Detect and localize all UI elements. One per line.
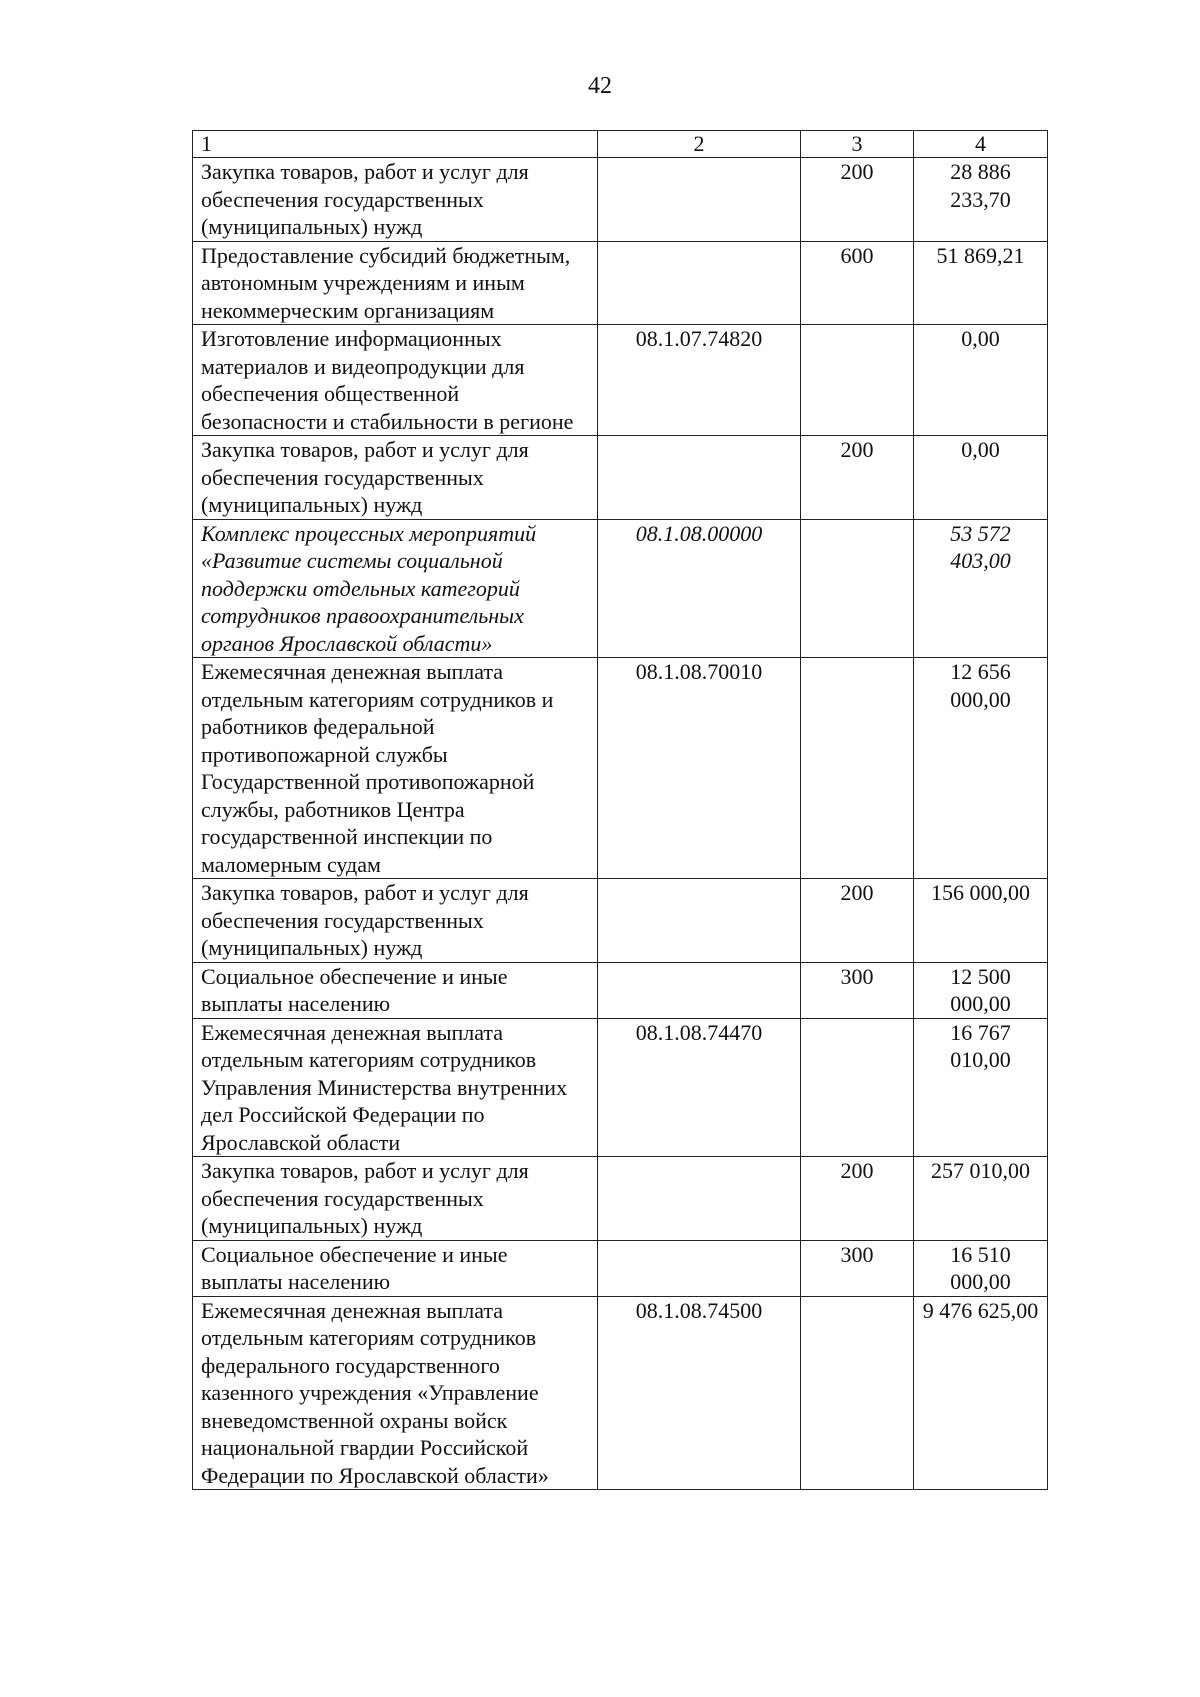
row-code-cell: 08.1.07.74820 xyxy=(598,325,801,436)
table-row xyxy=(193,325,1048,436)
row-amount-cell: 12 656 000,00 xyxy=(914,658,1048,879)
row-name-cell: Ежемесячная денежная выплата отдельным категориям сотрудников Управления Министерства внутренних дел Российской Федерации по Ярославской области xyxy=(193,1018,598,1157)
row-name-cell: Закупка товаров, работ и услуг для обеспечения государственных (муниципальных) нужд xyxy=(193,436,598,520)
row-amount-cell: 28 886 233,70 xyxy=(914,158,1048,242)
table-row xyxy=(193,519,1048,658)
row-code-cell xyxy=(598,436,801,520)
row-type-cell: 600 xyxy=(801,241,914,325)
table-row xyxy=(193,962,1048,1018)
row-code-cell: 08.1.08.00000 xyxy=(598,519,801,658)
row-code-cell xyxy=(598,1240,801,1296)
header-cell-3: 3 xyxy=(801,131,914,158)
row-code-cell: 08.1.08.70010 xyxy=(598,658,801,879)
budget-table xyxy=(192,130,1048,1490)
row-name-cell: Комплекс процессных мероприятий «Развитие системы социальной поддержки отдельных категорий сотрудников правоохранительных органов Ярославской области» xyxy=(193,519,598,658)
row-type-cell xyxy=(801,325,914,436)
table-row xyxy=(193,1296,1048,1490)
row-code-cell: 08.1.08.74500 xyxy=(598,1296,801,1490)
row-amount-cell: 16 510 000,00 xyxy=(914,1240,1048,1296)
row-code-cell xyxy=(598,1157,801,1241)
row-type-cell: 200 xyxy=(801,158,914,242)
header-cell-4: 4 xyxy=(914,131,1048,158)
row-type-cell xyxy=(801,1296,914,1490)
row-amount-cell: 0,00 xyxy=(914,325,1048,436)
row-type-cell: 300 xyxy=(801,1240,914,1296)
header-cell-2: 2 xyxy=(598,131,801,158)
row-amount-cell: 51 869,21 xyxy=(914,241,1048,325)
row-amount-cell: 53 572 403,00 xyxy=(914,519,1048,658)
row-code-cell xyxy=(598,962,801,1018)
table-row xyxy=(193,241,1048,325)
table-row xyxy=(193,436,1048,520)
row-code-cell xyxy=(598,879,801,963)
row-amount-cell: 16 767 010,00 xyxy=(914,1018,1048,1157)
row-amount-cell: 257 010,00 xyxy=(914,1157,1048,1241)
row-code-cell xyxy=(598,241,801,325)
row-name-cell: Закупка товаров, работ и услуг для обеспечения государственных (муниципальных) нужд xyxy=(193,1157,598,1241)
row-type-cell: 200 xyxy=(801,879,914,963)
row-amount-cell: 156 000,00 xyxy=(914,879,1048,963)
table-row xyxy=(193,1018,1048,1157)
row-code-cell: 08.1.08.74470 xyxy=(598,1018,801,1157)
table-header-row xyxy=(193,131,1048,158)
row-type-cell xyxy=(801,658,914,879)
row-type-cell xyxy=(801,1018,914,1157)
row-amount-cell: 9 476 625,00 xyxy=(914,1296,1048,1490)
row-amount-cell: 0,00 xyxy=(914,436,1048,520)
row-type-cell xyxy=(801,519,914,658)
row-type-cell: 200 xyxy=(801,1157,914,1241)
row-type-cell: 300 xyxy=(801,962,914,1018)
row-name-cell: Закупка товаров, работ и услуг для обеспечения государственных (муниципальных) нужд xyxy=(193,158,598,242)
row-name-cell: Ежемесячная денежная выплата отдельным категориям сотрудников федерального государственного казенного учреждения «Управление вневедомственной охраны войск национальной гвардии Российской Федерации по Ярославской области» xyxy=(193,1296,598,1490)
table-row xyxy=(193,1240,1048,1296)
row-name-cell: Закупка товаров, работ и услуг для обеспечения государственных (муниципальных) нужд xyxy=(193,879,598,963)
row-name-cell: Социальное обеспечение и иные выплаты населению xyxy=(193,962,598,1018)
row-amount-cell: 12 500 000,00 xyxy=(914,962,1048,1018)
row-name-cell: Изготовление информационных материалов и видеопродукции для обеспечения общественной безопасности и стабильности в регионе xyxy=(193,325,598,436)
row-name-cell: Ежемесячная денежная выплата отдельным категориям сотрудников и работников федеральной противопожарной службы Государственной противопожарной службы, работников Центра государственной инспекции по маломерным судам xyxy=(193,658,598,879)
row-name-cell: Предоставление субсидий бюджетным, автономным учреждениям и иным некоммерческим организациям xyxy=(193,241,598,325)
header-cell-1: 1 xyxy=(193,131,598,158)
table-row xyxy=(193,879,1048,963)
row-name-cell: Социальное обеспечение и иные выплаты населению xyxy=(193,1240,598,1296)
row-type-cell: 200 xyxy=(801,436,914,520)
page-number: 42 xyxy=(588,73,612,99)
table-row xyxy=(193,658,1048,879)
table-row xyxy=(193,1157,1048,1241)
row-code-cell xyxy=(598,158,801,242)
table-row xyxy=(193,158,1048,242)
